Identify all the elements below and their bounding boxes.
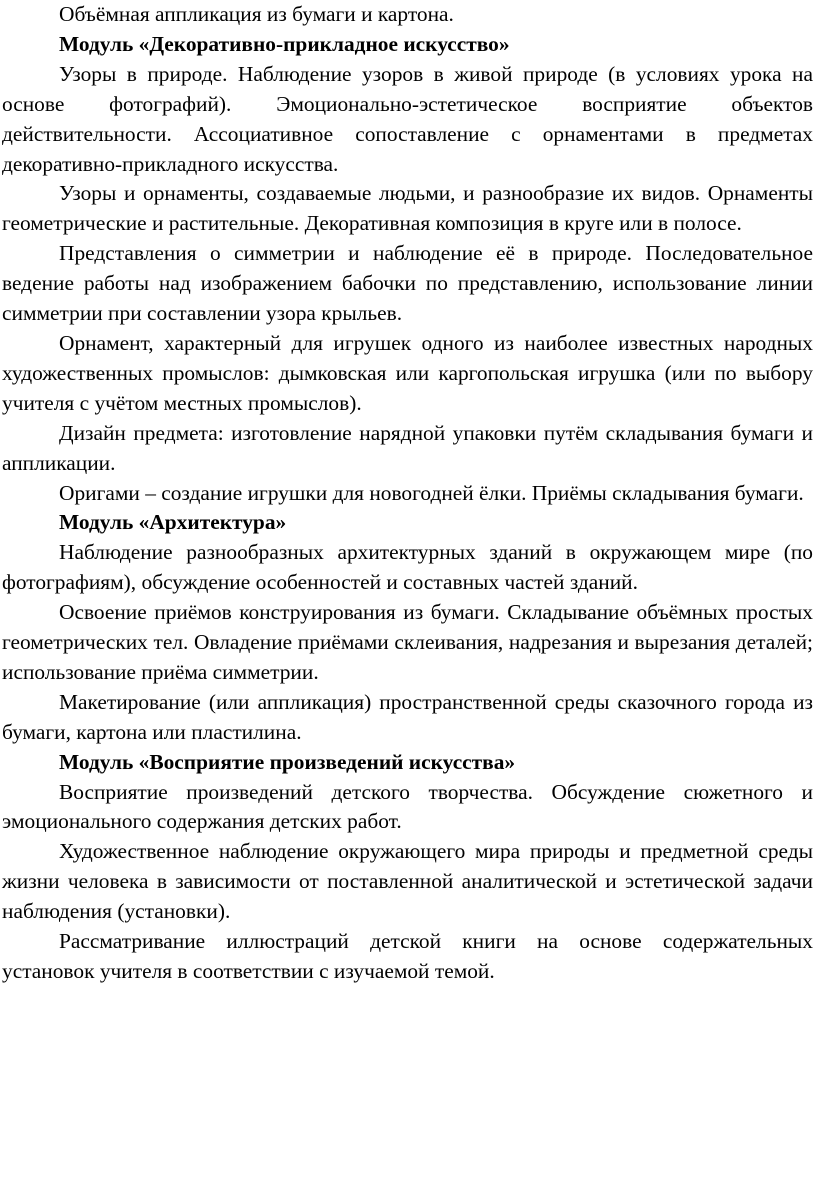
paragraph-ornaments: Узоры и орнаменты, создаваемые людьми, и разнообразие их видов. Орнаменты геометрические и растительные. Декоративная композиция в круге или в полосе.: [2, 181, 813, 236]
section-heading-decorative-arts: Модуль «Декоративно-прикладное искусство»: [59, 31, 510, 56]
paragraph-applique: Объёмная аппликация из бумаги и картона.: [59, 2, 454, 26]
paragraph-book-illustrations: Рассматривание иллюстраций детской книги на основе содержательных установок учителя в соответствии с изучаемой темой.: [2, 929, 813, 983]
paragraph-nature-patterns: Узоры в природе. Наблюдение узоров в живой природе (в условиях урока на основе фотографий). Эмоционально-эстетическое восприятие объектов действительности. Ассоциативное сопоставление с орнаментами в предметах декоративно-прикладного искусства.: [2, 61, 813, 176]
section-heading-architecture: Модуль «Архитектура»: [59, 510, 287, 535]
paragraph-product-design: Дизайн предмета: изготовление нарядной упаковки путём складывания бумаги и аппликации.: [2, 420, 813, 475]
paragraph-symmetry: Представления о симметрии и наблюдение её в природе. Последовательное ведение работы над изображением бабочки по представлению, использование линии симметрии при составлении узора крыльев.: [2, 241, 813, 326]
paragraph-children-art: Восприятие произведений детского творчества. Обсуждение сюжетного и эмоционального содержания детских работ.: [2, 779, 813, 834]
section-heading-art-perception: Модуль «Восприятие произведений искусства»: [59, 749, 516, 774]
paragraph-art-observation: Художественное наблюдение окружающего мира природы и предметной среды жизни человека в зависимости от поставленной аналитической и эстетической задачи наблюдения (установки).: [2, 839, 813, 924]
paragraph-folk-toy-ornament: Орнамент, характерный для игрушек одного из наиболее известных народных художественных промыслов: дымковская или каргопольская игрушка (или по выбору учителя с учётом местных промыслов).: [2, 330, 813, 415]
paragraph-architecture-observation: Наблюдение разнообразных архитектурных зданий в окружающем мире (по фотографиям), обсуждение особенностей и составных частей зданий.: [2, 540, 813, 595]
paragraph-modeling: Макетирование (или аппликация) пространственной среды сказочного города из бумаги, картона или пластилина.: [2, 689, 813, 744]
paragraph-origami: Оригами – создание игрушки для новогодней ёлки. Приёмы складывания бумаги.: [59, 480, 804, 505]
paragraph-paper-construction: Освоение приёмов конструирования из бумаги. Складывание объёмных простых геометрических тел. Овладение приёмами склеивания, надрезания и вырезания деталей; использование приёма симметрии.: [2, 600, 813, 684]
